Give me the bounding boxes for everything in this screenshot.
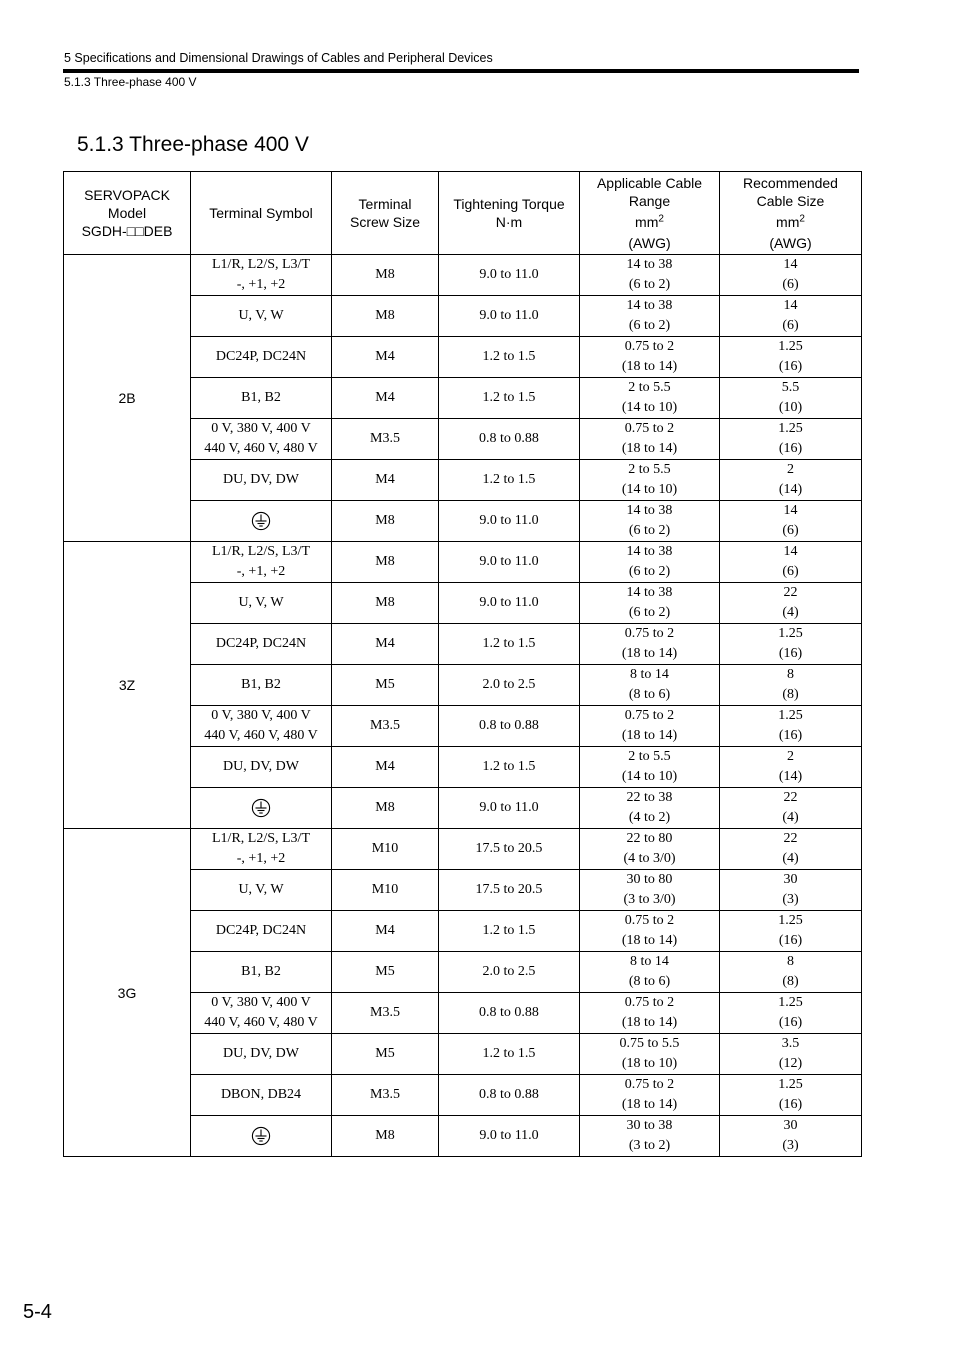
terminal-symbol-cell: L1/R, L2/S, L3/T -, +1, +2	[191, 255, 332, 296]
screw-size-cell: M8	[332, 542, 439, 583]
cable-range-cell: 14 to 38 (6 to 2)	[580, 542, 720, 583]
torque-cell: 1.2 to 1.5	[439, 624, 580, 665]
torque-cell: 1.2 to 1.5	[439, 747, 580, 788]
header-rule	[63, 69, 859, 73]
cable-range-cell: 14 to 38 (6 to 2)	[580, 255, 720, 296]
cable-range-cell: 2 to 5.5 (14 to 10)	[580, 747, 720, 788]
screw-size-cell: M3.5	[332, 1075, 439, 1116]
protective-earth-icon	[251, 1126, 271, 1146]
cable-range-cell: 0.75 to 2 (18 to 14)	[580, 706, 720, 747]
terminal-symbol-cell: DBON, DB24	[191, 1075, 332, 1116]
torque-cell: 9.0 to 11.0	[439, 583, 580, 624]
cable-size-cell: 14 (6)	[720, 296, 862, 337]
screw-size-cell: M10	[332, 829, 439, 870]
screw-size-cell: M8	[332, 1116, 439, 1157]
cable-range-cell: 0.75 to 2 (18 to 14)	[580, 993, 720, 1034]
torque-cell: 9.0 to 11.0	[439, 1116, 580, 1157]
screw-size-cell: M8	[332, 255, 439, 296]
torque-cell: 1.2 to 1.5	[439, 378, 580, 419]
cable-range-cell: 22 to 80 (4 to 3/0)	[580, 829, 720, 870]
cable-range-cell: 0.75 to 5.5 (18 to 10)	[580, 1034, 720, 1075]
terminal-symbol-cell: DC24P, DC24N	[191, 337, 332, 378]
running-header-chapter: 5 Specifications and Dimensional Drawings of Cables and Peripheral Devices	[64, 51, 493, 65]
header-torque: Tightening Torque N·m	[439, 172, 580, 255]
torque-cell: 1.2 to 1.5	[439, 911, 580, 952]
header-terminal-symbol: Terminal Symbol	[191, 172, 332, 255]
cable-size-cell: 1.25 (16)	[720, 337, 862, 378]
cable-range-cell: 22 to 38 (4 to 2)	[580, 788, 720, 829]
page-number: 5-4	[23, 1301, 52, 1323]
screw-size-cell: M5	[332, 1034, 439, 1075]
terminal-symbol-cell: DC24P, DC24N	[191, 911, 332, 952]
terminal-symbol-cell: B1, B2	[191, 378, 332, 419]
cable-size-cell: 30 (3)	[720, 870, 862, 911]
cable-range-cell: 30 to 38 (3 to 2)	[580, 1116, 720, 1157]
screw-size-cell: M3.5	[332, 706, 439, 747]
terminal-symbol-cell: U, V, W	[191, 870, 332, 911]
cable-range-cell: 2 to 5.5 (14 to 10)	[580, 378, 720, 419]
torque-cell: 9.0 to 11.0	[439, 296, 580, 337]
screw-size-cell: M4	[332, 624, 439, 665]
screw-size-cell: M3.5	[332, 993, 439, 1034]
section-title: 5.1.3 Three-phase 400 V	[77, 133, 309, 156]
header-screw-size: Terminal Screw Size	[332, 172, 439, 255]
cable-range-cell: 2 to 5.5 (14 to 10)	[580, 460, 720, 501]
terminal-symbol-cell: U, V, W	[191, 583, 332, 624]
torque-cell: 0.8 to 0.88	[439, 1075, 580, 1116]
screw-size-cell: M3.5	[332, 419, 439, 460]
cable-size-cell: 5.5 (10)	[720, 378, 862, 419]
cable-range-cell: 0.75 to 2 (18 to 14)	[580, 911, 720, 952]
cable-size-cell: 1.25 (16)	[720, 993, 862, 1034]
screw-size-cell: M10	[332, 870, 439, 911]
screw-size-cell: M5	[332, 665, 439, 706]
cable-size-cell: 14 (6)	[720, 501, 862, 542]
cable-size-cell: 14 (6)	[720, 255, 862, 296]
cable-size-cell: 22 (4)	[720, 583, 862, 624]
terminal-symbol-cell: DU, DV, DW	[191, 1034, 332, 1075]
terminal-symbol-cell: 0 V, 380 V, 400 V 440 V, 460 V, 480 V	[191, 993, 332, 1034]
cable-range-cell: 8 to 14 (8 to 6)	[580, 665, 720, 706]
cable-size-cell: 1.25 (16)	[720, 1075, 862, 1116]
cable-size-cell: 14 (6)	[720, 542, 862, 583]
torque-cell: 0.8 to 0.88	[439, 706, 580, 747]
cable-range-cell: 14 to 38 (6 to 2)	[580, 501, 720, 542]
screw-size-cell: M8	[332, 788, 439, 829]
screw-size-cell: M8	[332, 501, 439, 542]
table-row	[64, 255, 862, 296]
cable-range-cell: 8 to 14 (8 to 6)	[580, 952, 720, 993]
cable-range-cell: 30 to 80 (3 to 3/0)	[580, 870, 720, 911]
screw-size-cell: M4	[332, 337, 439, 378]
table-header-row	[64, 172, 862, 255]
cable-range-cell: 0.75 to 2 (18 to 14)	[580, 624, 720, 665]
cable-size-cell: 30 (3)	[720, 1116, 862, 1157]
cable-range-cell: 0.75 to 2 (18 to 14)	[580, 1075, 720, 1116]
cable-range-cell: 0.75 to 2 (18 to 14)	[580, 337, 720, 378]
torque-cell: 9.0 to 11.0	[439, 255, 580, 296]
torque-cell: 17.5 to 20.5	[439, 870, 580, 911]
cable-size-cell: 1.25 (16)	[720, 911, 862, 952]
header-cable-size: Recommended Cable Size $mm^2$ (AWG)	[720, 172, 862, 255]
protective-earth-icon	[251, 511, 271, 531]
cable-size-cell: 1.25 (16)	[720, 624, 862, 665]
torque-cell: 1.2 to 1.5	[439, 460, 580, 501]
screw-size-cell: M8	[332, 583, 439, 624]
protective-earth-icon	[251, 798, 271, 818]
screw-size-cell: M8	[332, 296, 439, 337]
terminal-symbol-cell: L1/R, L2/S, L3/T -, +1, +2	[191, 542, 332, 583]
cable-size-cell: 3.5 (12)	[720, 1034, 862, 1075]
model-cell: 2B	[64, 255, 191, 542]
table-row	[64, 542, 862, 583]
terminal-symbol-cell	[191, 501, 332, 542]
cable-size-cell: 2 (14)	[720, 747, 862, 788]
torque-cell: 9.0 to 11.0	[439, 542, 580, 583]
cable-size-cell: 2 (14)	[720, 460, 862, 501]
torque-cell: 9.0 to 11.0	[439, 501, 580, 542]
terminal-symbol-cell: DU, DV, DW	[191, 460, 332, 501]
header-model: SERVOPACK Model SGDH-□□DEB	[64, 172, 191, 255]
torque-cell: 9.0 to 11.0	[439, 788, 580, 829]
cable-size-cell: 1.25 (16)	[720, 706, 862, 747]
cable-range-cell: 14 to 38 (6 to 2)	[580, 583, 720, 624]
torque-cell: 1.2 to 1.5	[439, 337, 580, 378]
running-header-section: 5.1.3 Three-phase 400 V	[64, 75, 197, 89]
torque-cell: 0.8 to 0.88	[439, 993, 580, 1034]
cable-size-cell: 22 (4)	[720, 829, 862, 870]
model-cell: 3Z	[64, 542, 191, 829]
torque-cell: 17.5 to 20.5	[439, 829, 580, 870]
screw-size-cell: M4	[332, 378, 439, 419]
cable-size-cell: 8 (8)	[720, 952, 862, 993]
terminal-symbol-cell: U, V, W	[191, 296, 332, 337]
torque-cell: 2.0 to 2.5	[439, 665, 580, 706]
torque-cell: 1.2 to 1.5	[439, 1034, 580, 1075]
cable-range-cell: 14 to 38 (6 to 2)	[580, 296, 720, 337]
torque-cell: 0.8 to 0.88	[439, 419, 580, 460]
screw-size-cell: M4	[332, 460, 439, 501]
terminal-symbol-cell	[191, 788, 332, 829]
screw-size-cell: M4	[332, 911, 439, 952]
model-cell: 3G	[64, 829, 191, 1157]
torque-cell: 2.0 to 2.5	[439, 952, 580, 993]
cable-size-cell: 22 (4)	[720, 788, 862, 829]
terminal-symbol-cell: L1/R, L2/S, L3/T -, +1, +2	[191, 829, 332, 870]
table-row	[64, 829, 862, 870]
terminal-symbol-cell: DU, DV, DW	[191, 747, 332, 788]
terminal-symbol-cell: 0 V, 380 V, 400 V 440 V, 460 V, 480 V	[191, 419, 332, 460]
terminal-symbol-cell: 0 V, 380 V, 400 V 440 V, 460 V, 480 V	[191, 706, 332, 747]
header-cable-range: Applicable Cable Range $mm^2$ (AWG)	[580, 172, 720, 255]
terminal-spec-table	[63, 171, 862, 1157]
cable-size-cell: 1.25 (16)	[720, 419, 862, 460]
terminal-symbol-cell: DC24P, DC24N	[191, 624, 332, 665]
screw-size-cell: M5	[332, 952, 439, 993]
screw-size-cell: M4	[332, 747, 439, 788]
cable-range-cell: 0.75 to 2 (18 to 14)	[580, 419, 720, 460]
cable-size-cell: 8 (8)	[720, 665, 862, 706]
terminal-symbol-cell: B1, B2	[191, 952, 332, 993]
terminal-symbol-cell: B1, B2	[191, 665, 332, 706]
terminal-symbol-cell	[191, 1116, 332, 1157]
